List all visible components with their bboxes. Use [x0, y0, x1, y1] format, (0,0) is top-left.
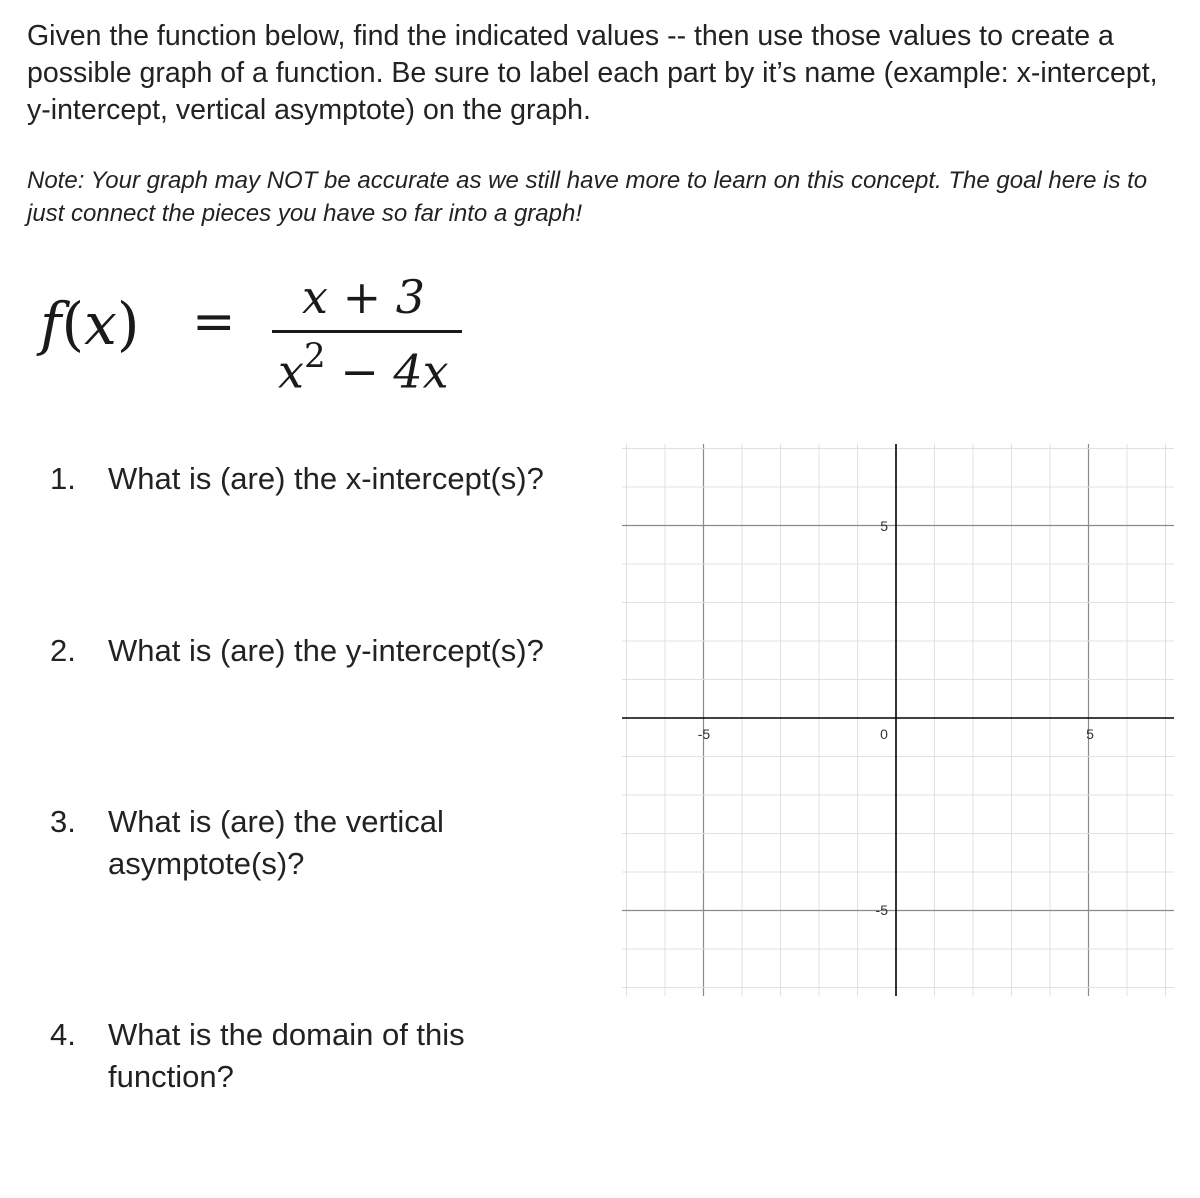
- grid-lines: [622, 444, 1174, 996]
- question-1: [50, 458, 568, 500]
- formula-open-paren: (: [61, 290, 85, 358]
- note-text: Note: Your graph may NOT be accurate as we still have more to learn on this concept. The goal here is to just connect the pieces you have so far into a graph!: [27, 167, 1148, 227]
- question-number: 4.: [50, 1017, 76, 1052]
- question-text: What is the domain of this function?: [108, 1017, 465, 1094]
- question-text: What is (are) the x-intercept(s)?: [108, 461, 544, 496]
- question-text: What is (are) the y-intercept(s)?: [108, 633, 544, 668]
- x-tick-label-5: 5: [1086, 726, 1094, 742]
- y-tick-label-neg5: -5: [875, 902, 888, 918]
- x-tick-label-neg5: -5: [697, 726, 711, 742]
- question-4: [50, 1014, 528, 1098]
- fraction-bar: [272, 330, 462, 333]
- question-number: 1.: [50, 461, 76, 496]
- question-number: 2.: [50, 633, 76, 668]
- axes: [622, 444, 1174, 996]
- formula-equals: =: [192, 292, 236, 352]
- formula-f: f: [40, 290, 62, 358]
- denominator-rest: − 4x: [325, 344, 449, 399]
- origin-label: 0: [880, 726, 888, 742]
- formula-denominator: [278, 336, 449, 399]
- y-tick-label-5: 5: [880, 518, 888, 534]
- function-formula: [40, 270, 480, 420]
- denominator-exponent: 2: [303, 336, 326, 376]
- instructions-text: Given the function below, find the indicated values -- then use those values to create a possible graph of a function. Be sure to label each part by it’s name (example: x-intercept, y-intercept, vertical asymptote) on the graph.: [27, 20, 1158, 126]
- question-number: 3.: [50, 804, 76, 839]
- question-text: What is (are) the vertical asymptote(s)?: [108, 804, 444, 881]
- question-2: [50, 630, 568, 672]
- coordinate-grid[interactable]: [622, 444, 1174, 996]
- formula-numerator: x + 3: [302, 270, 425, 324]
- question-3: [50, 801, 508, 885]
- formula-lhs: [40, 290, 139, 358]
- formula-close-paren: ): [116, 290, 140, 358]
- formula-x: x: [84, 290, 117, 358]
- denominator-base: x: [278, 344, 304, 399]
